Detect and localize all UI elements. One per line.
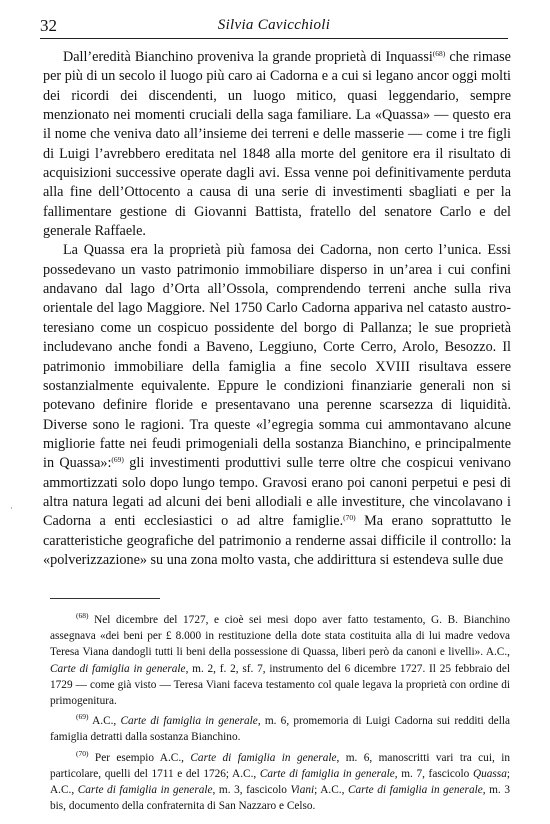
footnote-3 <box>50 750 510 815</box>
italic-citation: Carte di famiglia in generale <box>120 715 258 728</box>
note-reference: (68) <box>76 611 89 620</box>
italic-citation: Carte di famiglia in generale <box>50 662 186 675</box>
text-segment: La Quassa era la proprietà più famosa dei Cadorna, non certo l’unica. Essi possedevano un vasto patrimonio immobiliare disperso in un’area i cui confini andavano dal lago d’Orta all’Ossola, comprendendo terreni anche sulla riva orientale del lago Maggiore. Nel 1750 Carlo Cadorna appariva nel catasto austro-teresiano come un cospicuo possidente del borgo di Pallanza; le sue proprietà includevano anche fondi a Baveno, Leggiuno, Corte Cerro, Arolo, Besozzo. Il patrimonio immobiliare della famiglia a fine secolo XVIII risultava essere sostanzialmente equivalente. Eppure le condizioni finanziarie generali non si potevano definire floride e presentavano una perenne scarsezza di liquidità. Diverse sono le ragioni. Tra queste «l’egregia somma cui ammontavano alcune migliorie fatte nei feudi primogeniali della sostanza Bianchino, e principalmente in Quassa»: <box>43 242 511 472</box>
text-segment: , m. 6, promemoria di Luigi Cadorna sui redditi della famiglia detratti dalla sostanza Bianchino. <box>50 715 510 744</box>
italic-citation: Carte di famiglia in generale <box>190 751 337 764</box>
note-reference: (69) <box>111 455 124 465</box>
text-segment: ; A.C., <box>50 767 510 797</box>
text-segment: Per esempio A.C., <box>88 751 191 764</box>
paragraph-1 <box>43 48 511 241</box>
note-reference: (70) <box>76 748 89 758</box>
footnote-2 <box>50 713 510 745</box>
italic-citation: Carte di famiglia in generale <box>347 784 483 797</box>
page-header <box>40 16 508 39</box>
running-title: Silvia Cavicchioli <box>217 17 331 33</box>
text-segment: Ma erano soprattutto le caratteristiche geografiche del patrimonio a renderne assai difficile il controllo: la «polverizzazione» su una zona molto vasta, che addirittura si estendeva sulle due <box>43 513 511 568</box>
text-segment: che rimase per più di un secolo il luogo più caro ai Cadorna e a cui si legano ancor oggi molti dei ricordi dei discendenti, un luogo mitico, quasi leggendario, sempre menzionato nei momenti cruciali della saga familiare. La «Quassa» — questo era il nome che veniva dato all’insieme dei terreni e delle masserie — come i tre figli di Luigi l’avrebbero ereditata nel 1848 alla morte del genitore era il risultato di acquisizioni successive operate dagli avi. Essa venne poi definitivamente perduta alla fine dell’Ottocento a causa di una serie di investimenti sbagliati e per la fallimentare gestione di Giovanni Battista, fratello del senatore Carlo e del generale Raffaele. <box>43 49 511 240</box>
text-segment: , m. 3, fascicolo <box>212 784 291 797</box>
text-segment: , m. 7, fascicolo <box>394 767 473 780</box>
footnotes <box>50 612 510 818</box>
body-text <box>43 48 511 570</box>
note-reference: (70) <box>343 513 356 523</box>
italic-citation: Carte di famiglia in generale <box>259 767 395 780</box>
margin-mark: · <box>10 503 13 513</box>
text-segment: Dall’eredità Bianchino proveniva la grande proprietà di Inquassi <box>63 49 433 65</box>
text-segment: A.C., <box>88 715 121 728</box>
text-segment: , m. 6, manoscritti vari tra cui, in particolare, quelli del 1711 e del 1726; A.C., <box>50 751 510 780</box>
text-segment: gli investimenti produttivi sulle terre oltre che cospicui venivano ammortizzati solo dopo lungo tempo. Gravosi erano poi canoni perpetui e pesi di altra natura legati ad alcuni dei beni allodiali e alle investiture, che vincolavano i Cadorna a enti ecclesiastici o ad altre famiglie. <box>43 455 511 530</box>
footnote-divider <box>50 598 160 599</box>
footnote-1 <box>50 612 510 709</box>
text-segment: , m. 2, f. 2, sf. 7, instrumento del 6 dicembre 1727. Il 25 febbraio del 1729 — come già visto — Teresa Viani faceva testamento col quale legava la proprietà con ordine di primogenitura. <box>50 662 510 708</box>
paragraph-2 <box>43 241 511 570</box>
text-segment: ; A.C., <box>314 784 348 797</box>
text-segment: , m. 3 bis, documento della confraternita di San Nazzaro e Celso. <box>50 784 510 813</box>
page-number: 32 <box>40 16 57 35</box>
italic-citation: Carte di famiglia in generale <box>77 784 213 797</box>
note-reference: (69) <box>76 712 89 722</box>
text-segment: Nel dicembre del 1727, e cioè sei mesi dopo aver fatto testamento, G. B. Bianchino assegnava «dei beni per £ 8.000 in restituzione della dote stata costituita alla di lui madre vedova Teresa Viana dandogli tutti li beni della possessione di Quassa, liberi però da canoni e livelli». A.C., <box>50 614 510 659</box>
italic-citation: Quassa <box>472 767 507 780</box>
italic-citation: Viani <box>290 784 315 797</box>
note-reference: (68) <box>432 49 446 58</box>
